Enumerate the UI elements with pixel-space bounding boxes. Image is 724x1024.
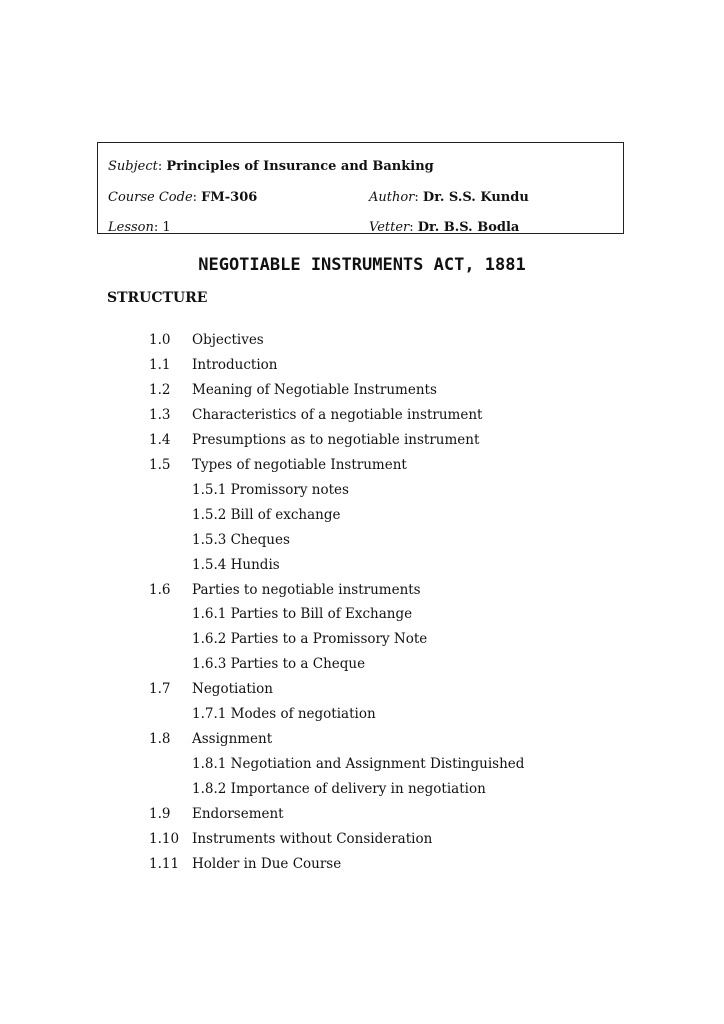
toc-item-number: 1.1: [149, 356, 171, 373]
toc-item-text: Characteristics of a negotiable instrument: [192, 406, 483, 423]
author-value: Dr. S.S. Kundu: [422, 190, 529, 205]
course-code-row: Course Code: FM-306: [108, 190, 258, 205]
vetter-row: Vetter: Dr. B.S. Bodla: [369, 220, 520, 235]
toc-subitem-text: 1.6.2 Parties to a Promissory Note: [192, 631, 428, 648]
toc-item-text: Assignment: [192, 731, 273, 748]
lesson-label: Lesson: [108, 220, 154, 235]
toc-item-text: Negotiation: [192, 681, 273, 698]
toc-item-number: 1.2: [149, 381, 171, 398]
toc-item-number: 1.11: [149, 855, 180, 872]
toc-subitem-text: 1.8.1 Negotiation and Assignment Distinguished: [192, 756, 525, 773]
subject-value: Principles of Insurance and Banking: [166, 159, 434, 174]
toc-subitem-text: 1.7.1 Modes of negotiation: [192, 706, 376, 723]
course-info-box: [97, 142, 624, 234]
toc-item-number: 1.5: [149, 456, 171, 473]
document-title: NEGOTIABLE INSTRUMENTS ACT, 1881: [198, 255, 526, 275]
toc-item-number: 1.7: [149, 681, 171, 698]
toc-item-number: 1.0: [149, 332, 171, 348]
toc-item-number: 1.8: [149, 731, 171, 748]
toc-item-text: Parties to negotiable instruments: [192, 581, 421, 598]
toc-item-number: 1.3: [149, 406, 171, 423]
toc-item-text: Introduction: [192, 356, 278, 373]
lesson-row: Lesson: 1: [108, 220, 171, 235]
structure-heading: STRUCTURE: [107, 290, 208, 306]
toc-item-text: Endorsement: [192, 806, 284, 823]
lesson-value: 1: [162, 220, 171, 235]
toc-item-number: 1.10: [149, 831, 180, 847]
course-code-value: FM-306: [201, 190, 258, 205]
vetter-value: Dr. B.S. Bodla: [417, 220, 520, 235]
toc-subitem-text: 1.8.2 Importance of delivery in negotiation: [192, 781, 486, 798]
toc-item-text: Presumptions as to negotiable instrument: [192, 431, 480, 448]
toc-item-number: 1.6: [149, 581, 171, 598]
toc-subitem-text: 1.5.1 Promissory notes: [192, 481, 349, 498]
toc-item-text: Holder in Due Course: [192, 855, 342, 872]
toc-item-text: Meaning of Negotiable Instruments: [192, 381, 437, 398]
author-row: Author: Dr. S.S. Kundu: [369, 190, 529, 205]
vetter-label: Vetter: [369, 220, 410, 235]
subject-label: Subject: [108, 159, 158, 174]
course-code-label: Course Code: [108, 190, 193, 205]
toc-item-text: Instruments without Consideration: [192, 831, 433, 847]
toc-item-number: 1.4: [149, 431, 171, 448]
toc-subitem-text: 1.6.3 Parties to a Cheque: [192, 656, 366, 673]
toc-subitem-text: 1.5.2 Bill of exchange: [192, 506, 341, 523]
toc-subitem-text: 1.6.1 Parties to Bill of Exchange: [192, 606, 413, 623]
toc-subitem-text: 1.5.3 Cheques: [192, 531, 290, 548]
author-label: Author: [369, 190, 415, 205]
toc-item-text: Types of negotiable Instrument: [192, 456, 407, 473]
toc-subitem-text: 1.5.4 Hundis: [192, 556, 280, 573]
toc-item-text: Objectives: [192, 332, 264, 348]
subject-row: Subject: Principles of Insurance and Banking: [108, 159, 434, 174]
toc-item-number: 1.9: [149, 806, 171, 823]
